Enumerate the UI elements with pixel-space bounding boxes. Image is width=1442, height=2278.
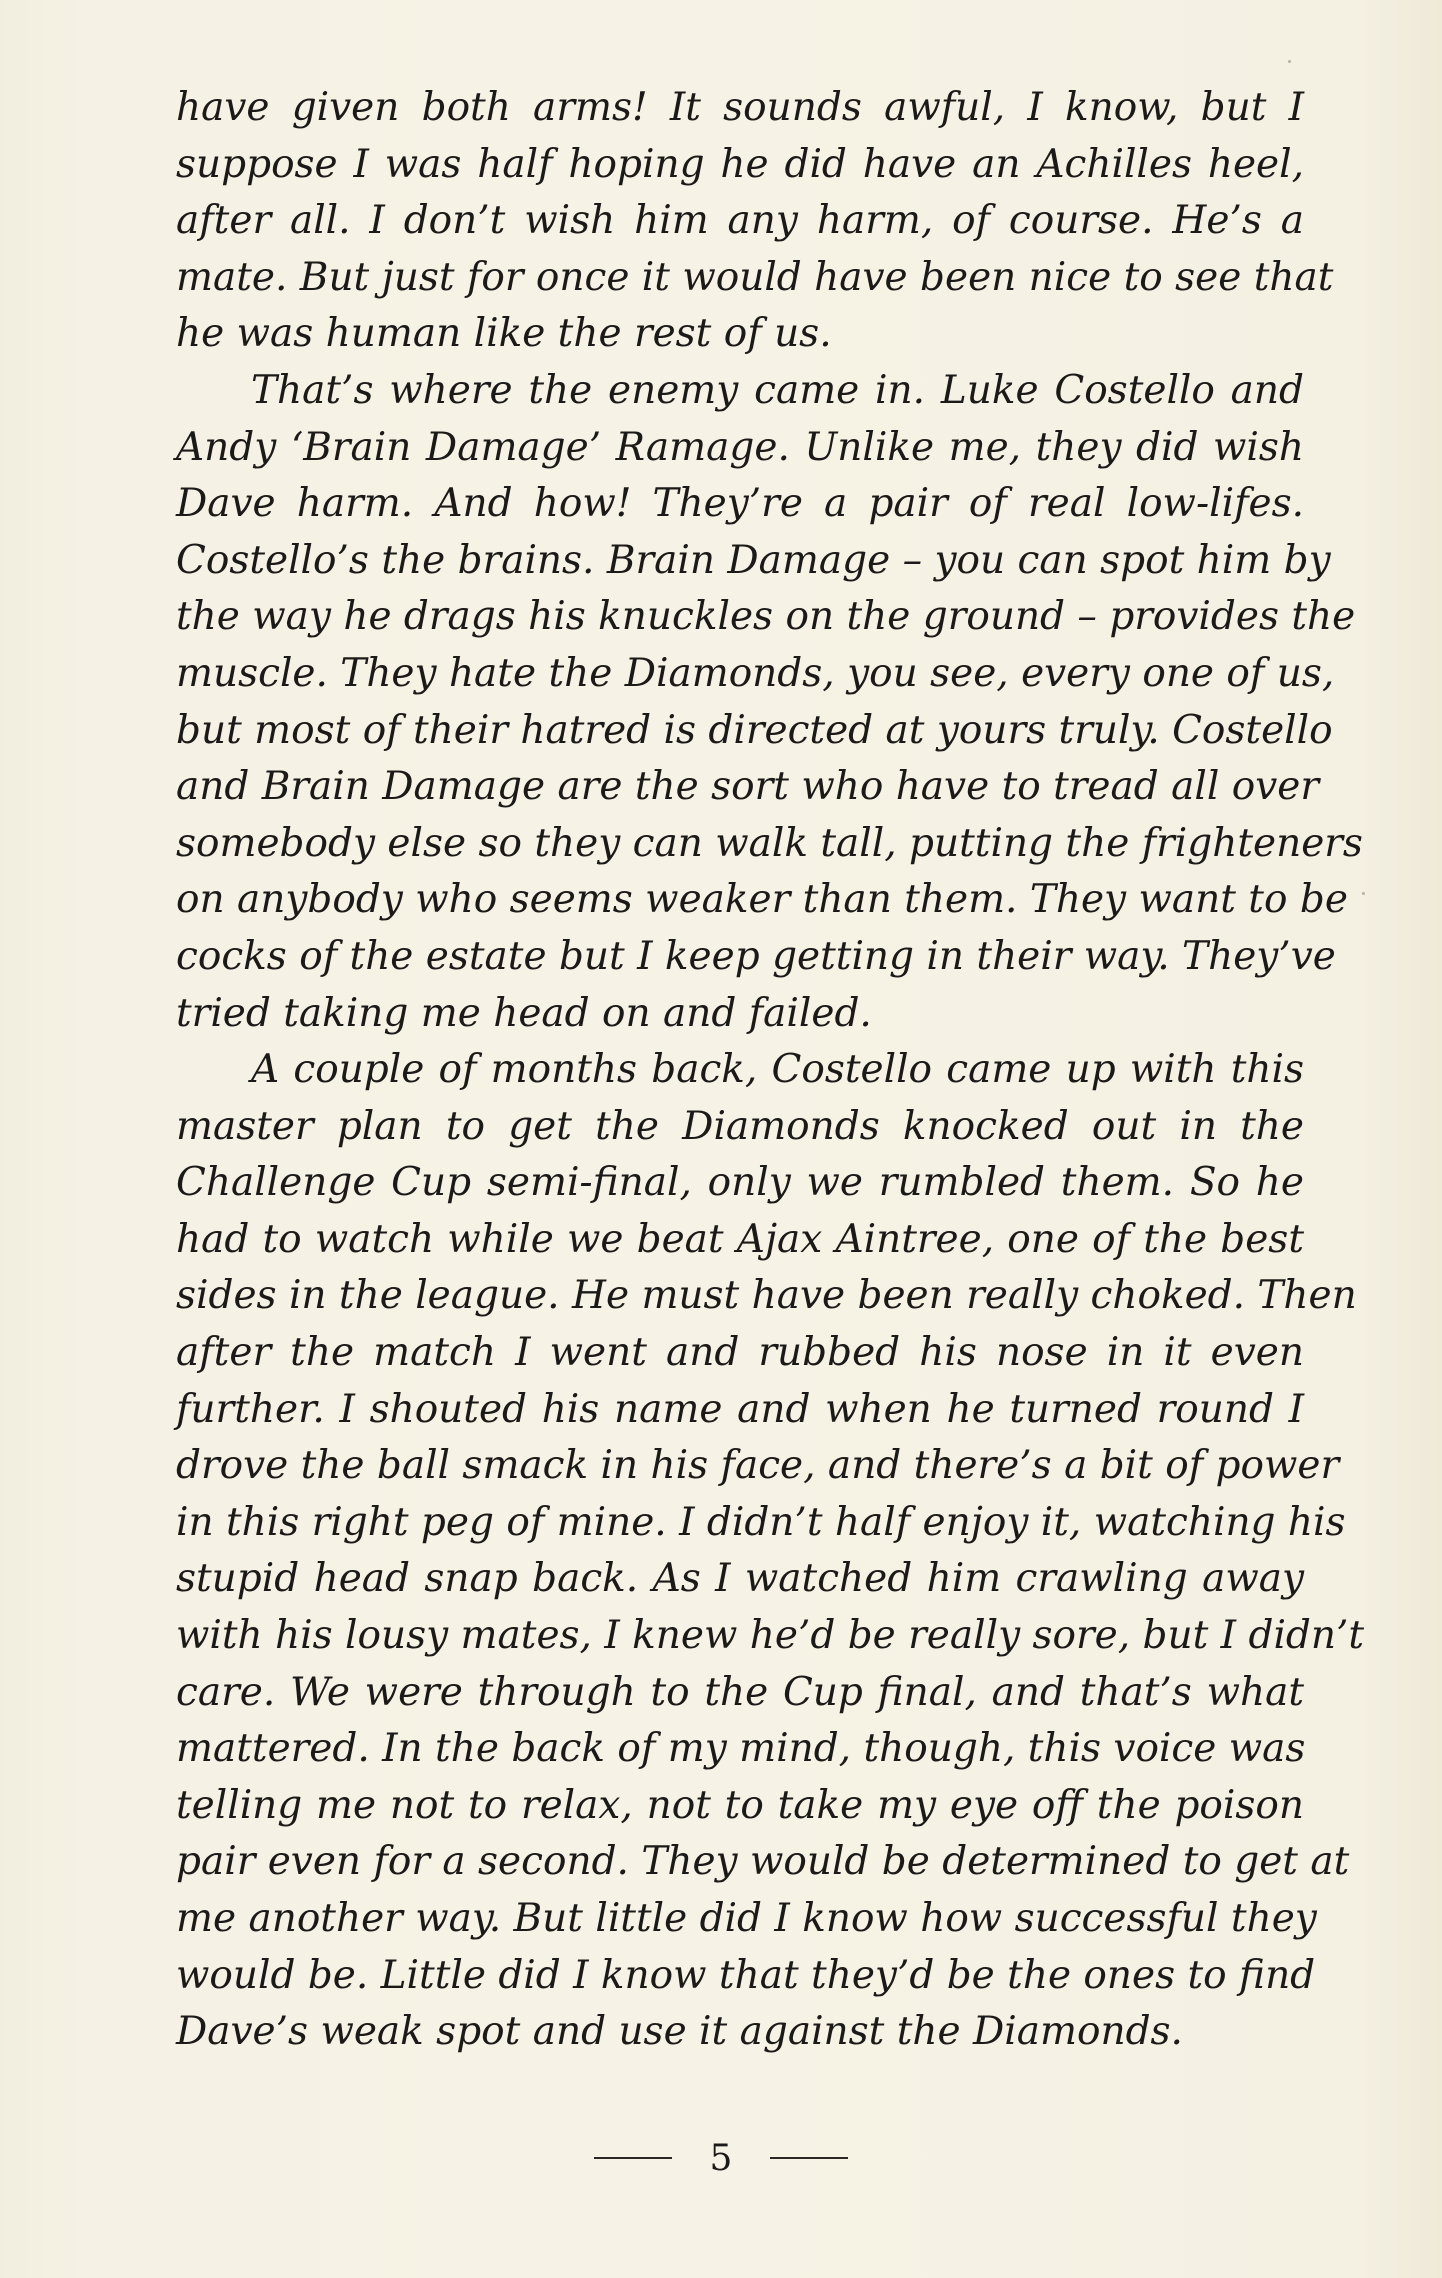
text-line: after all. I don’t wish him any harm, of course. He’s a xyxy=(176,198,1304,244)
text-line: would be. Little did I know that they’d be the ones to find xyxy=(176,1952,1316,1998)
text-line: and Brain Damage are the sort who have to tread all over xyxy=(176,764,1319,810)
text-line: A couple of months back, Costello came up with this xyxy=(251,1047,1304,1093)
text-line: Dave harm. And how! They’re a pair of real low-lifes. xyxy=(176,481,1304,527)
text-line: further. I shouted his name and when he turned round I xyxy=(176,1386,1304,1432)
text-line: in this right peg of mine. I didn’t half enjoy it, watching his xyxy=(176,1499,1346,1545)
page-footer xyxy=(0,2128,1442,2188)
text-line: had to watch while we beat Ajax Aintree, one of the best xyxy=(176,1216,1304,1262)
paragraph xyxy=(176,80,1334,363)
text-line: mattered. In the back of my mind, though, this voice was xyxy=(176,1726,1306,1772)
paragraph xyxy=(176,363,1363,1042)
text-line: master plan to get the Diamonds knocked out in the xyxy=(176,1103,1304,1149)
text-line: sides in the league. He must have been really choked. Then xyxy=(176,1273,1357,1319)
right-dash xyxy=(770,2157,848,2159)
paragraph xyxy=(176,1042,1365,2061)
text-line: with his lousy mates, I knew he’d be really sore, but I didn’t xyxy=(176,1613,1365,1659)
paper-speck xyxy=(1288,60,1291,63)
body-text xyxy=(176,80,1365,2061)
text-line: somebody else so they can walk tall, putting the frighteners xyxy=(176,820,1363,866)
text-line: That’s where the enemy came in. Luke Costello and xyxy=(251,367,1304,413)
text-line: Challenge Cup semi-final, only we rumbled them. So he xyxy=(176,1160,1304,1206)
text-line: but most of their hatred is directed at yours truly. Costello xyxy=(176,707,1333,753)
text-line: pair even for a second. They would be determined to get at xyxy=(176,1839,1350,1885)
text-line: me another way. But little did I know how successful they xyxy=(176,1896,1317,1941)
text-line: suppose I was half hoping he did have an Achilles heel, xyxy=(176,141,1304,187)
text-line: Andy ‘Brain Damage’ Ramage. Unlike me, they did wish xyxy=(176,424,1304,470)
text-line: muscle. They hate the Diamonds, you see, every one of us, xyxy=(176,650,1335,696)
text-line: care. We were through to the Cup final, and that’s what xyxy=(176,1669,1304,1715)
text-line: Costello’s the brains. Brain Damage – you can spot him by xyxy=(176,537,1331,583)
page-number: 5 xyxy=(709,2137,733,2179)
text-line: drove the ball smack in his face, and there’s a bit of power xyxy=(176,1443,1340,1489)
left-dash xyxy=(594,2157,672,2159)
text-line: tried taking me head on and failed. xyxy=(176,990,872,1036)
text-line: have given both arms! It sounds awful, I know, but I xyxy=(176,85,1304,130)
text-line: on anybody who seems weaker than them. They want to be xyxy=(176,877,1348,923)
text-line: telling me not to relax, not to take my eye off the poison xyxy=(176,1782,1304,1828)
text-line: Dave’s weak spot and use it against the Diamonds. xyxy=(176,2009,1183,2055)
paper-speck xyxy=(1362,892,1365,895)
text-line: after the match I went and rubbed his nose in it even xyxy=(176,1330,1304,1376)
text-line: stupid head snap back. As I watched him crawling away xyxy=(176,1556,1304,1602)
text-line: the way he drags his knuckles on the ground – provides the xyxy=(176,594,1356,640)
text-line: mate. But just for once it would have been nice to see that xyxy=(176,254,1334,300)
text-line: he was human like the rest of us. xyxy=(176,311,832,357)
text-line: cocks of the estate but I keep getting in their way. They’ve xyxy=(176,933,1336,979)
